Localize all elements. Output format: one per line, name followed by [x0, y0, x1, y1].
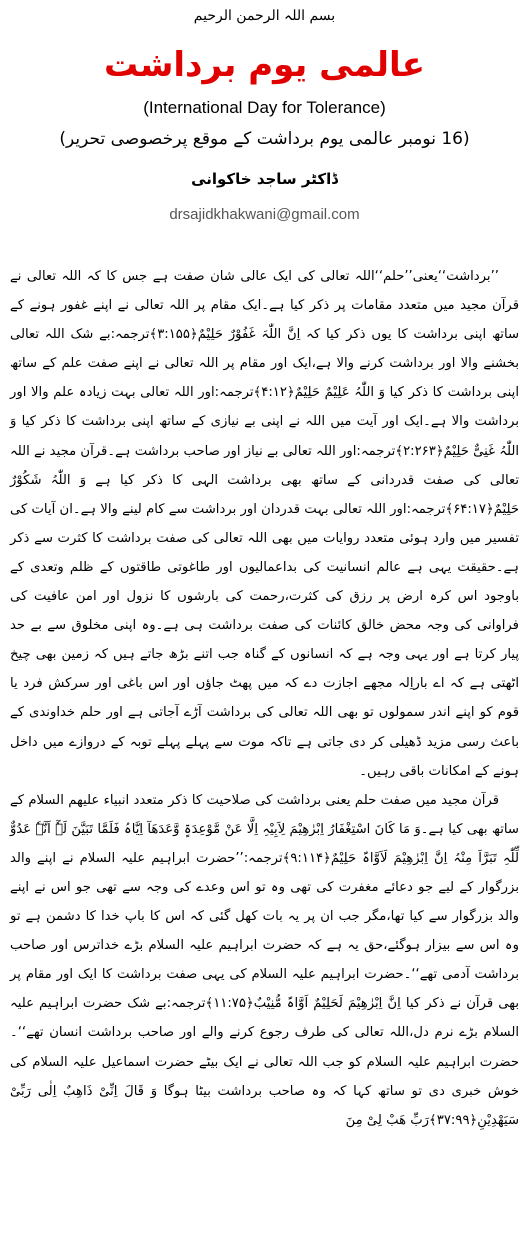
- author-email: drsajidkhakwani@gmail.com: [169, 206, 360, 223]
- bismillah-heading: بسم اللہ الرحمن الرحیم: [193, 8, 336, 24]
- urdu-subtitle: (16 نومبر عالمی یوم برداشت کے موقع پرخصوصی تحریر): [59, 129, 470, 149]
- article-paragraph-1: ’’برداشت‘‘یعنی’’حلم‘‘اللہ تعالی کی ایک عالی شان صفت ہے جس کا کہ اللہ تعالی نے قرآن مجید میں متعدد مقامات پر ذکر کیا ہے۔ایک مقام پر اللہ تعالی نے اپنے غفور ہونے کے ساتھ اپنی برداشت کا یوں ذکر کیا کہ اِنَّ اللّٰہَ غَفُوْرٌ حَلِیْمٌ﴿۳:۱۵۵﴾ترجمہ:بے شک اللہ تعالی بخشنے والا اور برداشت کرنے والا ہے،ایک اور مقام پر اللہ تعالی نے اپنے صفت علم کے ساتھ اپنی برداشت کا ذکر کیا وَ اللّٰہُ عَلِیْمٌ حَلِیْمٌ﴿۴:۱۲﴾ترجمہ:اور اللہ تعالی بہت زیادہ علم والا اور برداشت والا ہے۔ایک اور آیت میں اللہ نے اپنی بے نیازی کے ساتھ اپنی برداشت کا ذکر کیا وَ اللّٰہُ غَنِیٌّ حَلِیْمٌ﴿۲:۲۶۳﴾ترجمہ:اور اللہ تعالی بے نیاز اور صاحب برداشت ہے۔قرآن مجید نے اللہ تعالی کی صفت قدردانی کے ساتھ بھی برداشت الہی کا ذکر کیا ہے وَ اللّٰہُ شَکُوْرٌ حَلِیْمٌ﴿۶۴:۱۷﴾ترجمہ:اور اللہ تعالی بہت قدردان اور برداشت سے کام لینے والا ہے۔ان آیات کی تفسیر میں وارد ہوئی متعدد روایات میں بھی اللہ تعالی کی صفت برداشت کا کثرت سے ذکر ہے۔حقیقت یہی ہے عالم انسانیت کی بداعمالیوں اور طاغوتی طاقتوں کے ظلم وتعدی کے باوجود اس کرہ ارض پر رزق کی کثرت،رحمت کی بارشوں کا نزول اور امن عافیت کی فراوانی کی وجہ محض خالق کائنات کی صفت برداشت ہی ہے۔وہ اپنی مخلوق سے بے حد پیار کرتا ہے اور یہی وجہ ہے کہ انسانوں کے گناہ جب اتنے بڑھ جاتے ہیں کہ زمین بھی چیخ اٹھتی ہے کہ اے باراِلہ مجھے اجازت دے کہ میں پھٹ جاؤں اور اس باغی اور سرکش فرد یا قوم کو اپنے اندر سمولوں تو بھی اللہ تعالی کی برداشت آڑے آجاتی ہے اور حلم خداوندی کے باعث رسی مزید ڈھیلی کر دی جاتی ہے تاکہ موت سے پہلے پہلے توبہ کے دروازے میں داخل ہونے کے امکانات باقی رہیں۔: [10, 269, 520, 779]
- page-title: عالمی یوم برداشت: [103, 45, 426, 85]
- article-paragraph-2: قرآن مجید میں صفت حلم یعنی برداشت کی صلاحیت کا ذکر متعدد انبیاء علیھم السلام کے ساتھ بھی کیا ہے۔وَ مَا کَانَ اسْتِغْفَارُ اِبْرٰھِیْمَ لِاَبِیْہِ اِلَّا عَنْ مَّوْعِدَۃٍ وَّعَدَھَآ اِیَّاہُ فَلَمَّا تَبَیَّنَ لَہٗٓ اَنَّہٗ عَدُوٌّ لِّلّٰہِ تَبَرَّاَ مِنْہُ اِنَّ اِبْرٰھِیْمَ لَاَوَّاہٌ حَلِیْمٌ﴿۹:۱۱۴﴾ترجمہ:’’حضرت ابراہیم علیہ السلام نے اپنے والد بزرگوار کے لیے جو دعائے مغفرت کی تھی وہ تو اس وعدے کی وجہ سے تھی جو اس نے اپنے والد بزرگوار سے کیا تھا،مگر جب ان پر یہ بات کھل گئی کہ اس کا باپ خدا کا دشمن ہے تو وہ اس سے بیزار ہوگئے،حق یہ ہے کہ حضرت ابراہیم علیہ السلام بڑے خداترس اور صاحب برداشت آدمی تھے‘‘۔حضرت ابراہیم علیہ السلام کی یہی صفت برداشت کا ایک اور مقام پر بھی قرآن نے ذکر کیا اِنَّ اِبْرٰھِیْمَ لَحَلِیْمٌ اَوَّاہٌ مُّنِیْبٌ﴿۱۱:۷۵﴾ترجمہ:بے شک حضرت ابراہیم علیہ السلام بڑے نرم دل،اللہ تعالی کی طرف رجوع کرنے والے اور صاحب برداشت انسان تھے‘‘۔حضرت ابراہیم علیہ السلام کو جب اللہ تعالی نے ایک بیٹے حضرت اسماعیل علیہ السلام کی خوش خبری دی تو ساتھ کہا کہ وہ صاحب برداشت بیٹا ہوگا وَ قَالَ اِنِّیْ ذَاھِبٌ اِلٰی رَبِّیْ سَیَھْدِیْنِ﴿۳۷:۹۹﴾رَبِّ ھَبْ لِیْ مِنَ: [10, 792, 520, 1128]
- article-body: [10, 262, 519, 1135]
- author-name: ڈاکٹر ساجد خاکوانی: [191, 170, 338, 188]
- english-subtitle: (International Day for Tolerance): [143, 98, 386, 117]
